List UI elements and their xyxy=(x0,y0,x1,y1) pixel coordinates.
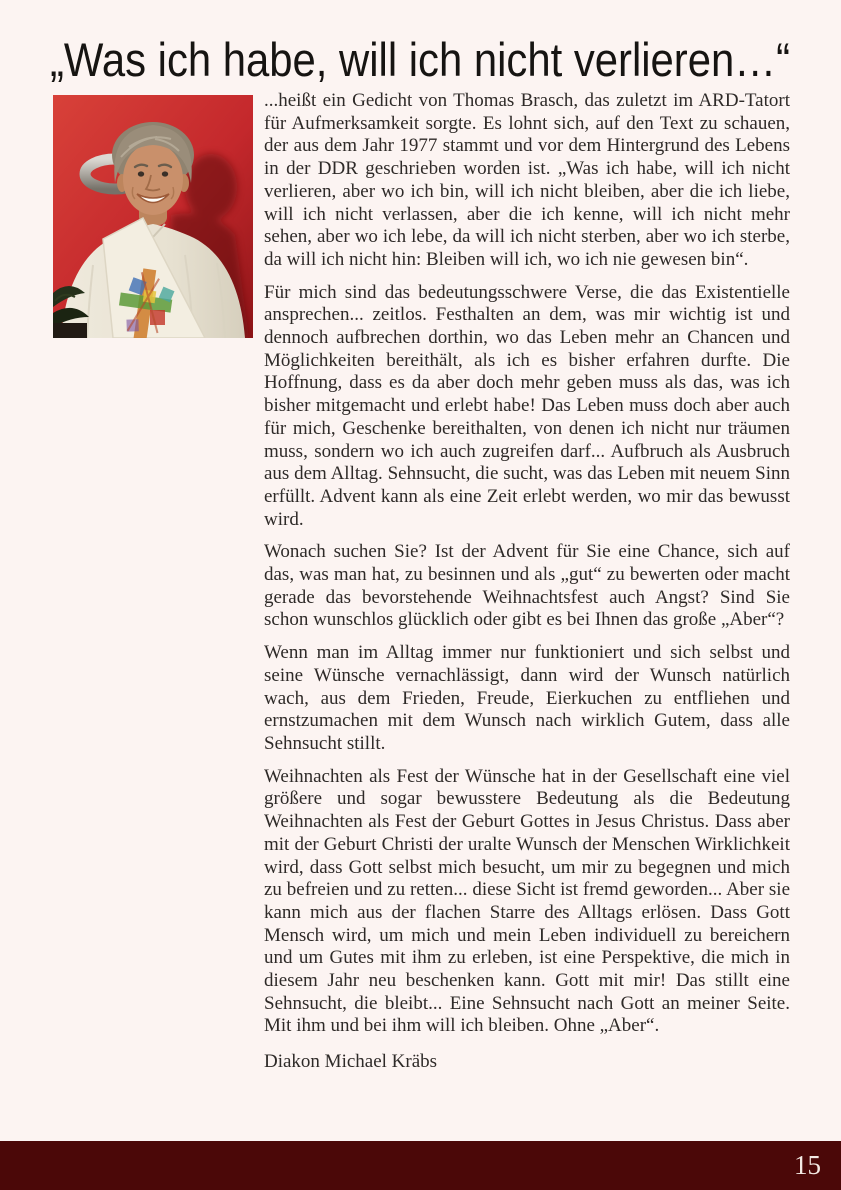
article-paragraph: Für mich sind das bedeutungsschwere Verse, die das Existentielle ansprechen... zeitlos. Festhalten an dem, was mir wichtig ist und dennoch aufbrechen dorthin, wo das Leben mehr an Chancen und Möglichkeiten bereithält, als ich es bisher erfahren durfte. Die Hoffnung, dass es da aber doch mehr geben muss als das, was ich bisher mitgemacht und erlebt habe! Das Leben muss doch aber auch für mich, Geschenke bereithalten, von denen ich nicht nur träumen muss, sondern wo ich auch zugreifen darf... Aufbruch als Ausbruch aus dem Alltag. Sehnsucht, die sucht, was das Leben mit neuem Sinn erfüllt. Advent kann als eine Zeit erlebt werden, wo mir das bewusst wird. xyxy=(264,281,790,530)
author-signature: Diakon Michael Kräbs xyxy=(264,1051,438,1073)
article-paragraph: Wonach suchen Sie? Ist der Advent für Sie eine Chance, sich auf das, was man hat, zu besinnen und als „gut“ zu bewerten oder macht gerade das bevorstehende Weihnachtsfest auch Angst? Sind Sie schon wunschlos glücklich oder gibt es bei Ihnen das große „Aber“? xyxy=(264,541,790,631)
deacon-portrait-illustration xyxy=(53,95,253,338)
article-paragraph: ...heißt ein Gedicht von Thomas Brasch, das zuletzt im ARD-Tatort für Aufmerksamkeit sorgte. Es lohnt sich, auf den Text zu schauen, der aus dem Jahr 1977 stammt und vor dem Hintergrund des Lebens in der DDR geschrieben worden ist. „Was ich habe, will ich nicht verlieren, aber wo ich bin, will ich nicht bleiben, aber die ich liebe, will ich nicht verlassen, aber die ich kenne, will ich nicht mehr sehen, aber wo ich lebe, da will ich nicht sterben, aber wo ich sterbe, da will ich nicht hin: Bleiben will ich, wo ich nie gewesen bin“. xyxy=(264,90,790,270)
article-body xyxy=(264,90,790,1084)
page-number: 15 xyxy=(794,1149,821,1180)
footer-bar xyxy=(0,1141,841,1190)
article-paragraph: Wenn man im Alltag immer nur funktioniert und sich selbst und seine Wünsche vernachlässigt, dann wird der Wunsch natürlich wach, aus dem Frieden, Freude, Eierkuchen zu entfliehen und ernstzumachen mit dem Wunsch nach wirklich Gutem, dass alle Sehnsucht stillt. xyxy=(264,642,790,754)
article-paragraph: Weihnachten als Fest der Wünsche hat in der Gesellschaft eine viel größere und sogar bewusstere Bedeutung als die Bedeutung Weihnachten als Fest der Geburt Gottes in Jesus Christus. Dass aber mit der Geburt Christi der uralte Wunsch der Menschen Wirklichkeit wird, dass Gott selbst mich besucht, um mir zu begegnen und mich zu befreien und zu retten... diese Sicht ist fremd geworden... Aber sie kann mich aus der flachen Starre des Alltags erlösen. Dass Gott Mensch wird, um mich und mein Leben individuell zu bereichern und um Gutes mit ihm zu erleben, ist eine Perspektive, die mich in diesem Jahr neu beschenken kann. Gott mit mir! Das stillt eine Sehnsucht, die bleibt... Eine Sehnsucht nach Gott an meiner Seite. Mit ihm und bei ihm will ich bleiben. Ohne „Aber“. xyxy=(264,765,790,1037)
page-title: „Was ich habe, will ich nicht verlieren…“ xyxy=(50,33,791,86)
portrait-photo xyxy=(53,95,253,338)
